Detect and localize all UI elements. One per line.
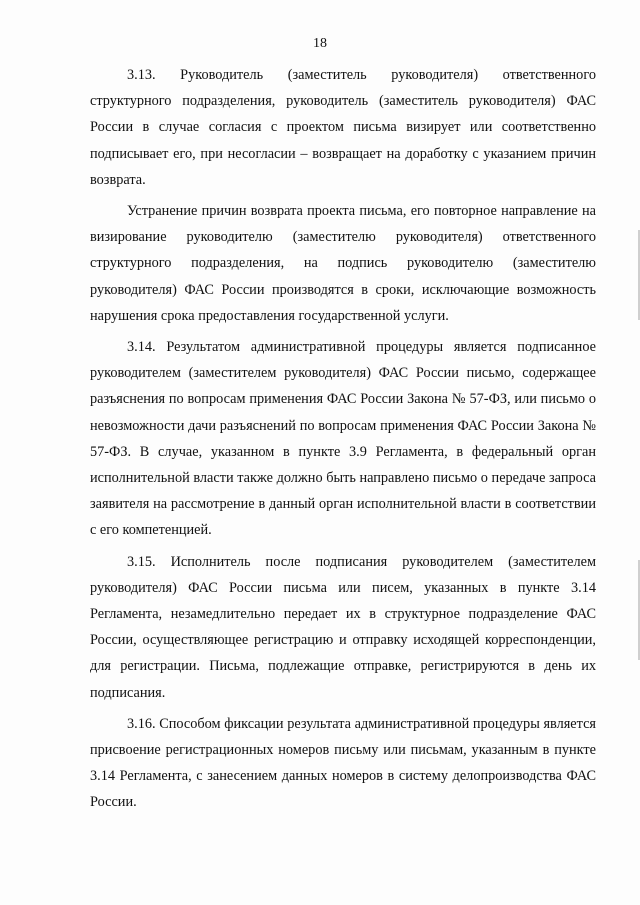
- document-body: [90, 62, 596, 816]
- page-number: 18: [313, 36, 327, 51]
- paragraph-3-13: 3.13. Руководитель (заместитель руководителя) ответственного структурного подразделения, руководитель (заместитель руководителя) ФАС России в случае согласия с проектом письма визирует или соответственно подписывает его, при несогласии – возвращает на доработку с указанием причин возврата.: [90, 67, 596, 188]
- paragraph-3-16: 3.16. Способом фиксации результата административной процедуры является присвоение регистрационных номеров письму или письмам, указанным в пункте 3.14 Регламента, с занесением данных номеров в систему делопроизводства ФАС России.: [90, 715, 596, 811]
- paragraph-3-14: 3.14. Результатом административной процедуры является подписанное руководителем (заместителем руководителя) ФАС России письмо, содержащее разъяснения по вопросам применения ФАС России Закона № 57-ФЗ, или письмо о невозможности дачи разъяснений по вопросам применения ФАС России Закона № 57-ФЗ. В случае, указанном в пункте 3.9 Регламента, в федеральный орган исполнительной власти также должно быть направлено письмо о передаче запроса заявителя на рассмотрение в данный орган исполнительной власти в соответствии с его компетенцией.: [90, 339, 596, 539]
- paragraph-3-15: 3.15. Исполнитель после подписания руководителем (заместителем руководителя) ФАС России письма или писем, указанных в пункте 3.14 Регламента, незамедлительно передает их в структурное подразделение ФАС России, осуществляющее регистрацию и отправку исходящей корреспонденции, для регистрации. Письма, подлежащие отправке, регистрируются в день их подписания.: [90, 553, 596, 701]
- paragraph-3-13-continued: Устранение причин возврата проекта письма, его повторное направление на визирование руководителю (заместителю руководителя) ответственного структурного подразделения, на подпись руководителю (заместителю руководителя) ФАС России производятся в сроки, исключающие возможность нарушения срока предоставления государственной услуги.: [90, 203, 596, 324]
